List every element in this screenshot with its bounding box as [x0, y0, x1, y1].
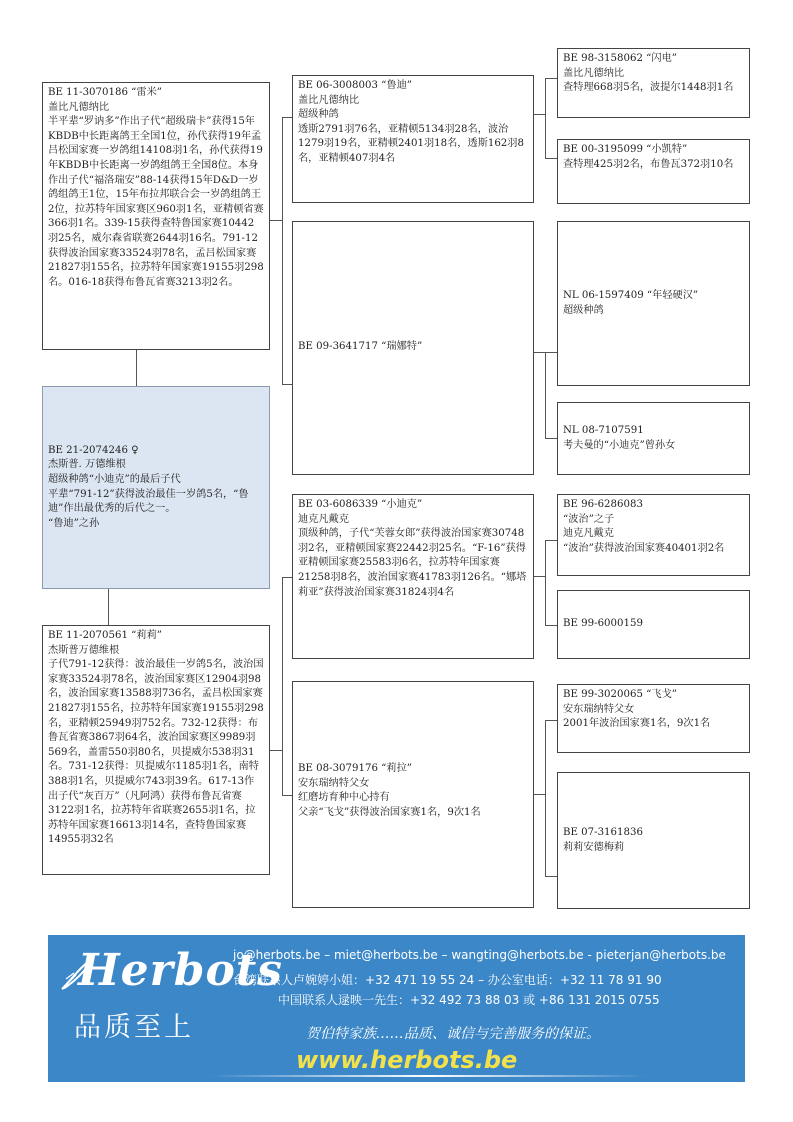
- slogan: 品质至上: [74, 1012, 194, 1043]
- connector-line: [136, 350, 137, 386]
- ssd-text: 查特理425羽2名，布鲁瓦372羽10名: [563, 158, 734, 170]
- sire-box: [42, 82, 270, 350]
- dam-dam-box: [292, 681, 534, 908]
- dss-ring: BE 96-6286083: [563, 499, 643, 510]
- connector-line: [533, 794, 545, 795]
- connector-line: [533, 114, 545, 115]
- connector-line: [545, 540, 546, 625]
- connector-line: [282, 117, 283, 384]
- sss-box: [557, 48, 750, 118]
- connector-line: [545, 540, 557, 541]
- website-link[interactable]: www.herbots.be: [296, 1046, 518, 1074]
- connector-line: [545, 78, 557, 79]
- sds-ring: NL 06-1597409 “年轻硬汉”: [563, 289, 699, 301]
- ddd-text: 莉莉安德梅莉: [563, 841, 625, 853]
- connector-line: [533, 352, 545, 353]
- connector-line: [545, 438, 557, 439]
- connector-line: [282, 117, 292, 118]
- connector-line: [545, 720, 557, 721]
- connector-line: [282, 795, 292, 796]
- herbots-logo: Herbots: [78, 945, 283, 996]
- dam-sire-text: 迪克凡戴克 顶级种鸽，子代“芙蓉女郎”获得波治国家赛30748羽2名，亚精顿国家赛22442羽25名。“F-16”获得亚精顿国家赛25583羽6名，拉苏特年国家赛21258羽8名，波治国家赛41783羽126名。“娜塔莉亚”获得波治国家赛31824羽4名: [298, 513, 527, 598]
- sdd-text: 考夫曼的“小迪克”曾孙女: [563, 439, 676, 451]
- divider: [208, 1075, 648, 1077]
- connector-line: [545, 876, 557, 877]
- sdd-box: [557, 402, 750, 475]
- dsd-ring: BE 99-6000159: [563, 618, 643, 630]
- connector-line: [545, 78, 546, 158]
- dam-sire-box: [292, 494, 534, 659]
- connector-line: [545, 352, 557, 353]
- sds-text: 超级种鸽: [563, 304, 604, 316]
- dam-ring: BE 11-2070561 “莉莉”: [48, 630, 162, 641]
- dam-dam-ring: BE 08-3079176 “莉拉”: [298, 763, 412, 774]
- connector-line: [282, 384, 292, 385]
- dsd-box: [557, 590, 750, 659]
- sss-ring: BE 98-3158062 “闪电”: [563, 53, 677, 64]
- connector-line: [545, 720, 546, 876]
- connector-line: [282, 577, 283, 795]
- tagline: 贺伯特家族……品质、诚信与完善服务的保证。: [306, 1026, 600, 1042]
- connector-line: [269, 220, 282, 221]
- china-contact: 中国联系人逯映一先生：+32 492 73 88 03 或 +86 131 2015 0755: [278, 993, 660, 1007]
- connector-line: [533, 576, 545, 577]
- subject-box: [42, 386, 270, 589]
- dam-dam-text: 安东瑞纳特父女 红磨坊育种中心持有 父亲“飞戈”获得波治国家赛1名，9次1名: [298, 777, 481, 818]
- dss-box: [557, 494, 750, 576]
- ssd-ring: BE 00-3195099 “小凯特”: [563, 144, 688, 155]
- subject-text: 杰斯普. 万德维根 超级种鸽“小迪克”的最后子代 平辈“791-12”获得波治最佳一岁鸽5名，“鲁迪”作出最优秀的后代之一。 “鲁迪”之孙: [48, 459, 249, 529]
- footer-banner: [48, 935, 745, 1082]
- connector-line: [545, 352, 546, 438]
- dds-text: 安东瑞纳特父女 2001年波治国家赛1名，9次1名: [563, 703, 711, 730]
- sire-sire-text: 盖比凡德纳比 超级种鸽 透斯2791羽76名，亚精顿5134羽28名，波治1279羽19名，亚精顿2401羽18名，透斯162羽8名，亚精顿407羽4名: [298, 94, 524, 164]
- connector-line: [108, 589, 109, 625]
- dds-box: [557, 684, 750, 753]
- email-contacts[interactable]: jo@herbots.be – miet@herbots.be – wangting@herbots.be - pieterjan@herbots.be: [233, 948, 726, 962]
- sire-sire-ring: BE 06-3008003 “鲁迪”: [298, 80, 412, 91]
- ddd-box: [557, 772, 750, 909]
- sdd-ring: NL 08-7107591: [563, 424, 644, 436]
- subject-ring: BE 21-2074246 ♀: [48, 444, 139, 456]
- sire-sire-box: [292, 75, 534, 203]
- dam-sire-ring: BE 03-6086339 “小迪克”: [298, 499, 423, 510]
- dam-text: 杰斯普万德维根 子代791-12获得：波治最佳一岁鸽5名，波治国家赛33524羽78名，波治国家赛区12904羽98名，波治国家赛13588羽736名，孟吕松国家赛21827羽155名，拉苏特年国家赛19155羽298名，亚精顿25949羽752名。732-12获得：布鲁瓦省赛3867羽64名，波治国家赛区9989羽569名，盖雷550羽80名，贝提威尔538羽31名。731-12获得：贝提威尔1185羽1名，南特388羽1名，贝提威尔743羽39名。617-13作出子代“灰百万”（凡阿鸿）获得布鲁瓦省赛3122羽1名，拉苏特年省联赛2655羽1名，拉苏特年国家赛16613羽14名，查特鲁国家赛14955羽32名: [48, 644, 264, 846]
- ssd-box: [557, 139, 750, 204]
- sire-ring: BE 11-3070186 “雷米”: [48, 87, 162, 98]
- connector-line: [282, 577, 292, 578]
- connector-line: [269, 750, 282, 751]
- sire-text: 盖比凡德纳比 半平辈“罗讷多”作出子代“超级瑞卡”获得15年KBDB中长距离鸽王全国1位，孙代获得19年孟吕松国家赛一岁鸽组14108羽1名，孙代获得19年KBDB中长距离一岁鸽组鸽王全国8位。本身作出子代“福洛瑞安”88-14获得15年D&D一岁鸽组鸽王1位，15年布拉邦联合会一岁鸽组鸽王2位，拉苏特年国家赛区960羽1名，亚精顿省赛366羽1名。339-15获得查特鲁国家赛10442羽25名，威尔森省联赛2644羽16名。791-12获得波治国家赛33524羽78名，孟吕松国家赛21827羽155名，拉苏特年国家赛19155羽298名。016-18获得布鲁瓦省赛3213羽2名。: [48, 101, 264, 288]
- taiwan-contact: 台湾联系人卢婉婷小姐：+32 471 19 55 24 – 办公室电话：+32 11 78 91 90: [233, 973, 662, 987]
- connector-line: [545, 625, 557, 626]
- ddd-ring: BE 07-3161836: [563, 826, 643, 838]
- sire-dam-box: [292, 221, 534, 475]
- sds-box: [557, 221, 750, 386]
- sire-dam-ring: BE 09-3641717 “瑞娜特”: [298, 341, 423, 352]
- connector-line: [545, 158, 557, 159]
- dds-ring: BE 99-3020065 “飞戈”: [563, 689, 677, 700]
- dss-text: “波治”之子 迪克凡戴克 “波治”获得波治国家赛40401羽2名: [563, 513, 725, 554]
- sss-text: 盖比凡德纳比 查特理668羽5名，波提尔1448羽1名: [563, 67, 734, 94]
- dam-box: [42, 625, 270, 875]
